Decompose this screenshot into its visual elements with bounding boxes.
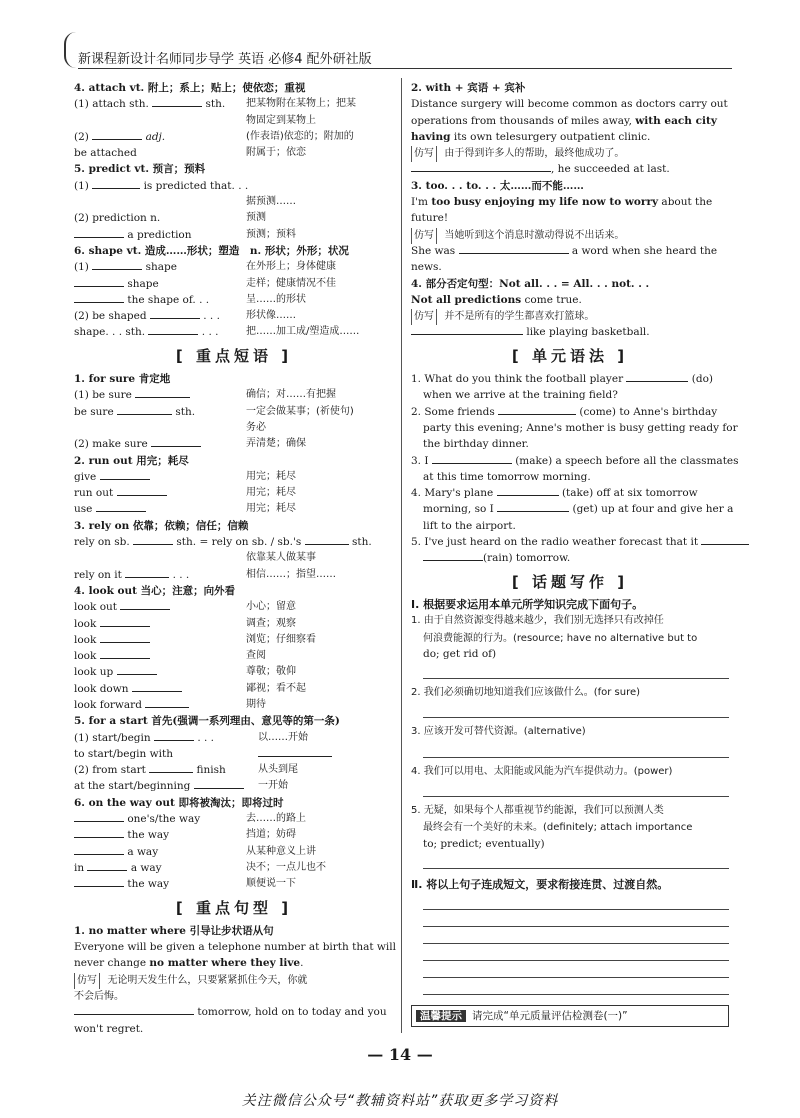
answer-blank[interactable] [132,681,182,692]
list-item: look forward 期待 [74,698,266,711]
phrase-heading: 3. rely on 依靠；依赖；信任；信赖 [74,519,249,532]
answer-blank[interactable] [120,599,170,610]
word-heading: 5. predict vt. 预言；预料 [74,163,206,176]
answer-blank[interactable] [87,860,127,871]
answer-blank[interactable] [74,876,124,887]
answer-blank[interactable] [74,827,124,838]
exercise-row: a prediction 预测；预料 [74,227,394,243]
answer-blank[interactable] [100,469,150,480]
answer-line[interactable] [423,701,729,718]
list-item: the way 顺便说一下 [74,876,394,892]
exercise-row: shape. . . sth. . . . 把……加工成/塑造成…… [74,326,360,339]
section-title-grammar: [ 单元语法 ] [511,346,629,365]
exercise-row: rely on it . . . 相信……；指望…… [74,568,336,581]
answer-line[interactable] [423,927,729,944]
answer-blank[interactable] [74,276,124,287]
section-title-phrases: [ 重点短语 ] [175,346,293,365]
exercise-row: to start/begin with [74,746,394,762]
column-divider [401,78,402,1033]
answer-line[interactable] [423,961,729,978]
answer-blank[interactable] [411,161,551,172]
list-item: one's/the way 去……的路上 [74,811,394,827]
answer-blank[interactable] [154,730,194,741]
answer-line[interactable] [423,944,729,961]
answer-blank[interactable] [92,259,142,270]
exercise-row: be sure sth. 一定会做某事；(祈使句) [74,405,354,418]
answer-blank[interactable] [305,534,349,545]
answer-blank[interactable] [459,243,569,254]
answer-blank[interactable] [74,292,124,303]
exercise-row: rely on sb. sth. = rely on sb. / sb.'s sth. [74,536,372,549]
list-item: look 调查；观察 [74,617,296,630]
answer-line[interactable] [423,893,729,910]
exercise-row: run out 用完；耗尽 [74,487,296,500]
writing-instruction: Ⅱ. 将以上句子连成短文，要求衔接连贯、过渡自然。 [411,877,669,891]
tip-label: 温馨提示 [416,1010,466,1022]
list-item: look down 鄙视；看不起 [74,682,306,695]
exercise-row: give 用完；耗尽 [74,470,296,483]
sentence-heading: 3. too. . . to. . . 太……而不能…… [411,179,584,192]
section-title-sentences: [ 重点句型 ] [175,898,293,917]
exercise-row: (2) make sure 弄清楚；确保 [74,438,306,451]
answer-blank[interactable] [423,550,483,561]
answer-blank[interactable] [148,324,198,335]
left-column: 4. attach vt. 附上；系上；贴上；使依恋；重视 (1) attach sth. sth. 把某物附在某物上；把某 物固定到某物上 (2) adj. (作表语)依恋的；附加的 be attached 附属于；依恋 5. predict vt. 预言；预料 (1) is predicted that. . . 据预测…… (2) prediction n. 预测 a prediction 预测；预料 6. shape vt. 造成……形状；塑造 n. 形状；外形；状况 (1) shape 在外形上；身体健康 shape 走样；健康情况不佳 the shape of. . . 呈……的形状 (2) be shaped . . . 形状像…… shape. . . sth. . . . 把……加工成/塑造成…… [ 重点短语 ] 1. for sure 肯定地 (1) be sure 确信；对……有把握 be sure sth. 一定会做某事；(祈使句) 务必 (2) make sure 弄清楚；确保 2. run out 用完；耗尽 give 用完；耗尽 run out 用完；耗尽 use 用完；耗尽 3. rely on 依靠；依赖；信任；信赖 rely on sb. sth. = rely on sb. / sb.'s sth. 依靠某人做某事 rely on it . . . 相信……；指望…… 4. look out 当心；注意；向外看 look out 小心；留意 look 调查；观察 look 浏览；仔细察看 look 查阅 look up 尊敬；敬仰 look down 鄙视；看不起 look forward 期待 5. for a start 首先(强调一系列理由、意见等的第一条) (1) start/begin . . . 以……开始 to start/begin with (2) from start finish 从头到尾 at the start/beginning 一开始 6. on the way out 即将被淘汰；即将过时 one's/the way 去……的路上 the way 挡道；妨碍 a way 从某种意义上讲 in a way 决不；一点儿也不 the way 顺便说一下 [ 重点句型 ] 1. no matter where 引导让步状语从句 Everyone will be given a telephone number at birth that will never change no matter where they live. 仿写 无论明天发生什么，只要紧紧抓住今天，你就 不会后悔。 tomorrow, hold on to today and you won't regret. [74,82,396,1035]
imitate-tag: 仿写 [411,309,437,325]
exercise-row: (1) shape 在外形上；身体健康 [74,261,336,274]
answer-blank[interactable] [258,746,332,757]
grammar-item: 3. I (make) a speech before all the classmates [411,454,739,467]
page-header: 新课程新设计名师同步导学 英语 必修4 配外研社版 [78,52,372,67]
answer-blank[interactable] [150,308,200,319]
section-title-writing: [ 话题写作 ] [511,572,629,591]
exercise-row: (1) attach sth. sth. 把某物附在某物上；把某 [74,98,356,111]
answer-blank[interactable] [100,616,150,627]
sentence-heading: 2. with + 宾语 + 宾补 [411,82,526,94]
exercise-row: be attached 附属于；依恋 [74,147,306,160]
exercise-row: (1) start/begin . . . 以……开始 [74,731,308,744]
writing-instruction: Ⅰ. 根据要求运用本单元所学知识完成下面句子。 [411,597,644,611]
answer-blank[interactable] [498,404,576,415]
exercise-row: (1) be sure 确信；对……有把握 [74,389,336,402]
phrase-heading: 2. run out 用完；耗尽 [74,454,189,467]
phrase-heading: 1. for sure 肯定地 [74,373,171,386]
list-item: in a way 决不；一点儿也不 [74,861,326,874]
answer-blank[interactable] [92,129,142,140]
page-number: — 14 — [367,1045,433,1064]
answer-blank[interactable] [74,227,124,238]
imitate-tag: 仿写 [74,973,100,989]
tip-box: 温馨提示 请完成“单元质量评估检测卷(一)” [411,1005,729,1027]
answer-blank[interactable] [151,436,201,447]
answer-blank[interactable] [74,844,124,855]
exercise-row: like playing basketball. [411,324,729,340]
exercise-row: tomorrow, hold on to today and you [74,1004,394,1020]
list-item: look out 小心；留意 [74,601,296,614]
exercise-row: (2) from start finish 从头到尾 [74,764,298,777]
list-item: look 浏览；仔细察看 [74,633,316,646]
answer-line[interactable] [423,978,729,995]
grammar-item: 1. What do you think the football player (do) [411,373,714,386]
answer-line[interactable] [423,780,729,797]
list-item: look up 尊敬；敬仰 [74,666,296,679]
exercise-row: (2) be shaped . . . 形状像…… [74,310,296,323]
grammar-item: 5. I've just heard on the radio weather forecast that it [411,534,729,550]
answer-blank[interactable] [100,632,150,643]
answer-blank[interactable] [497,485,559,496]
header-rule [78,68,732,69]
exercise-row: She was a word when she heard the [411,244,718,257]
answer-blank[interactable] [432,453,512,464]
answer-blank[interactable] [626,371,688,382]
answer-blank[interactable] [135,387,190,398]
sentence-heading: 1. no matter where 引导让步状语从句 [74,924,274,937]
answer-blank[interactable] [96,501,146,512]
answer-blank[interactable] [117,485,167,496]
answer-blank[interactable] [100,648,150,659]
header-decoration [64,32,78,68]
imitate-tag: 仿写 [411,228,437,244]
answer-blank[interactable] [133,534,173,545]
answer-blank[interactable] [497,501,569,512]
answer-blank[interactable] [145,697,189,708]
answer-blank[interactable] [74,811,124,822]
answer-blank[interactable] [74,1004,194,1015]
phrase-heading: 6. on the way out 即将被淘汰；即将过时 [74,796,284,809]
phrase-heading: 4. look out 当心；注意；向外看 [74,584,236,597]
sentence-heading: 4. 部分否定句型：Not all. . . = All. . . not. . . [411,277,650,290]
answer-blank[interactable] [152,96,202,107]
answer-line[interactable] [423,910,729,927]
answer-line[interactable] [423,662,729,679]
imitate-tag: 仿写 [411,146,437,162]
footer-note: 关注微信公众号“教辅资料站”获取更多学习资料 [241,1093,559,1109]
answer-blank[interactable] [117,664,157,675]
answer-blank[interactable] [149,762,193,773]
answer-line[interactable] [423,741,729,758]
answer-blank[interactable] [92,178,140,189]
exercise-row: , he succeeded at last. [411,161,729,177]
answer-blank[interactable] [701,534,749,545]
answer-blank[interactable] [411,324,523,335]
list-item: look 查阅 [74,650,266,663]
list-item: a way 从某种意义上讲 [74,844,394,860]
phrase-heading: 5. for a start 首先(强调一系列理由、意见等的第一条) [74,715,340,728]
exercise-row: the shape of. . . 呈……的形状 [74,292,394,308]
answer-blank[interactable] [117,404,172,415]
list-item: the way 挡道；妨碍 [74,827,394,843]
word-heading: 4. attach vt. 附上；系上；贴上；使依恋；重视 [74,82,306,94]
exercise-row: (2) adj. (作表语)依恋的；附加的 [74,130,354,143]
exercise-row: (2) prediction n. 预测 [74,212,266,225]
grammar-item: 4. Mary's plane (take) off at six tomorrow [411,487,698,500]
exercise-row: (1) is predicted that. . . [74,179,249,192]
grammar-item: 2. Some friends (come) to Anne's birthday [411,405,718,418]
exercise-row: shape 走样；健康情况不佳 [74,276,394,292]
answer-blank[interactable] [194,778,244,789]
right-column: 2. with + 宾语 + 宾补 Distance surgery will become common as doctors carry out operations from thousands of miles away, with each city having its own telesurgery outpatient clinic. 仿写 由于得到许多人的帮助，最终他成功了。 , he succeeded at last. 3. too. . . to. . . 太……而不能…… I'm too busy enjoying my life now to worry about the future! 仿写 当她听到这个消息时激动得说不出话来。 She was a word when she heard the news. 4. 部分否定句型：Not all. . . = All. . . not. . . Not all predictions come true. 仿写 并不是所有的学生都喜欢打篮球。 like playing basketball. [ 单元语法 ] 1. What do you think the football player (do) when we arrive at the training field? 2. Some friends (come) to Anne's birthday party this evening; Anne's mother is busy getting ready for the birthday dinner. 3. I (make) a speech before all the classmates at this time tomorrow morning. 4. Mary's plane (take) off at six tomorrow morning, so I (get) up at four and give her a lift to the airport. 5. I've just heard on the radio weather forecast that it (rain) tomorrow. [ 话题写作 ] Ⅰ. 根据要求运用本单元所学知识完成下面句子。 1. 由于自然资源变得越来越少，我们别无选择只有改掉任 何浪费能源的行为。(resource; have no alternative but to do; get rid of) 2. 我们必须确切地知道我们应该做什么。(for sure) 3. 应该开发可替代资源。(alternative) 4. 我们可以用电、太阳能或风能为汽车提供动力。(power) 5. 无疑，如果每个人都重视节约能源，我们可以预测人类 最终会有一个美好的未来。(definitely; attach importance to; predict; eventually) Ⅱ. 将以上句子连成短文，要求衔接连贯、过渡自然。 温馨提示 请完成“单元质量评估检测卷(一)” [411,80,729,1027]
exercise-row: use 用完；耗尽 [74,503,296,516]
answer-line[interactable] [423,852,729,869]
answer-blank[interactable] [125,567,169,578]
exercise-row: at the start/beginning 一开始 [74,780,288,793]
word-heading: 6. shape vt. 造成……形状；塑造 n. 形状；外形；状况 [74,244,349,257]
